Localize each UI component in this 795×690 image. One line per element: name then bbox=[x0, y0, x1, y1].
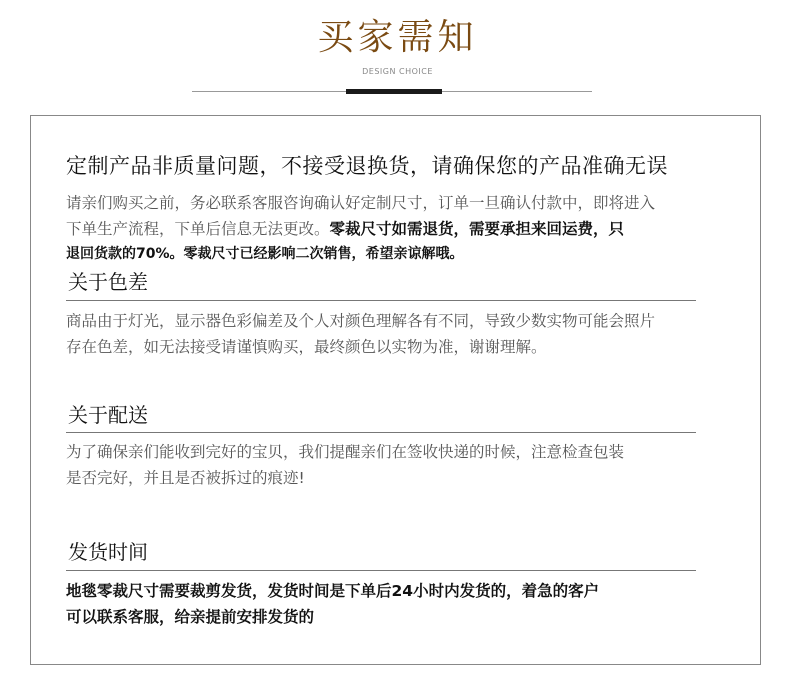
delivery-section-line-2: 是否完好，并且是否被拆过的痕迹! bbox=[66, 469, 305, 487]
custom-notice-line-1: 请亲们购买之前，务必联系客服咨询确认好定制尺寸，订单一旦确认付款中，即将进入 bbox=[66, 194, 656, 212]
color-section-divider bbox=[66, 300, 696, 301]
color-section-line-2: 存在色差，如无法接受请谨慎购买，最终颜色以实物为准，谢谢理解。 bbox=[66, 338, 547, 356]
delivery-section-divider bbox=[66, 432, 696, 433]
delivery-section-title: 关于配送 bbox=[68, 403, 148, 427]
delivery-section-line-1: 为了确保亲们能收到完好的宝贝，我们提醒亲们在签收快递的时候，注意检查包装 bbox=[66, 443, 625, 461]
custom-notice-heading: 定制产品非质量问题，不接受退换货，请确保您的产品准确无误 bbox=[66, 154, 668, 178]
shipping-section-line-2: 可以联系客服，给亲提前安排发货的 bbox=[66, 608, 315, 626]
shipping-section-line-1: 地毯零裁尺寸需要裁剪发货，发货时间是下单后24小时内发货的，着急的客户 bbox=[66, 582, 600, 600]
color-section-line-1: 商品由于灯光，显示器色彩偏差及个人对颜色理解各有不同，导致少数实物可能会照片 bbox=[66, 312, 656, 330]
page-title: 买家需知 bbox=[317, 17, 478, 58]
custom-notice-line-2-bold: 零裁尺寸如需退货，需要承担来回运费，只 bbox=[329, 220, 625, 238]
header-accent-bar bbox=[346, 89, 442, 94]
color-section-title: 关于色差 bbox=[68, 270, 148, 294]
custom-notice-line-3: 退回货款的70%。零裁尺寸已经影响二次销售，希望亲谅解哦。 bbox=[66, 246, 464, 262]
custom-notice-line-2-normal: 下单生产流程，下单后信息无法更改。 bbox=[66, 220, 330, 238]
custom-notice-line-2 bbox=[66, 216, 624, 242]
page-subtitle: DESIGN CHOICE bbox=[362, 67, 433, 76]
shipping-section-title: 发货时间 bbox=[68, 540, 148, 564]
shipping-section-divider bbox=[66, 570, 696, 571]
